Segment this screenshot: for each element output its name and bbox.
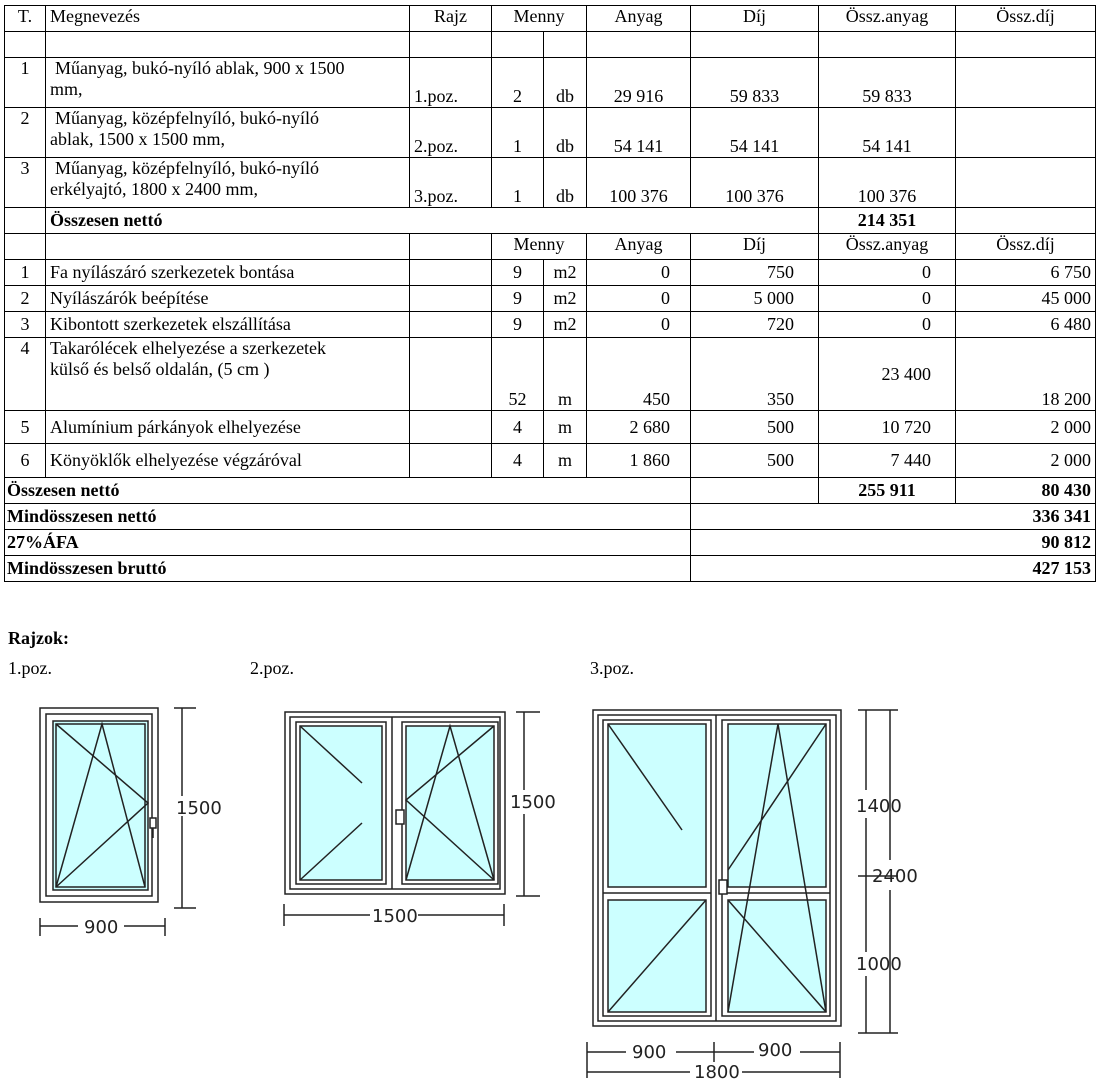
dim-label: 1500 bbox=[176, 798, 222, 819]
table-row: 2 Műanyag, középfelnyíló, bukó-nyíló ablak, 1500 x 1500 mm, 2.poz. 1 db 54 141 54 141 54 141 bbox=[5, 108, 1096, 158]
table-row: 2 Nyílászárók beépítése 9 m2 0 5 000 0 45 000 bbox=[5, 286, 1096, 312]
dim-label: 1400 bbox=[856, 796, 902, 817]
col-fee: Díj bbox=[691, 6, 819, 32]
dim-label: 900 bbox=[632, 1042, 667, 1063]
col-qty: Menny bbox=[492, 6, 587, 32]
dim-label: 900 bbox=[758, 1040, 793, 1061]
col-total-fee: Össz.díj bbox=[956, 6, 1096, 32]
gross-row: Mindösszesen bruttó 427 153 bbox=[5, 556, 1096, 582]
window-2-drawing bbox=[284, 712, 540, 926]
grand-net-row: Mindösszesen nettó 336 341 bbox=[5, 504, 1096, 530]
net-total-row: Összesen nettó 255 911 80 430 bbox=[5, 478, 1096, 504]
drawings-canvas bbox=[0, 690, 1100, 1090]
subtotal-row: Összesen nettó 214 351 bbox=[5, 208, 1096, 234]
dim-label: 900 bbox=[84, 917, 119, 938]
table-row: 4 Takarólécek elhelyezése a szerkezetek külső és belső oldalán, (5 cm ) 52 m 450 350 23 400 18 200 bbox=[5, 338, 1096, 411]
dim-label: 2400 bbox=[872, 866, 918, 887]
drawing-label-1: 1.poz. bbox=[8, 658, 52, 678]
quote-table bbox=[4, 5, 1096, 582]
table-row: 3 Kibontott szerkezetek elszállítása 9 m2 0 720 0 6 480 bbox=[5, 312, 1096, 338]
drawing-label-3: 3.poz. bbox=[590, 658, 634, 678]
table-row: 6 Könyöklők elhelyezése végzáróval 4 m 1 860 500 7 440 2 000 bbox=[5, 444, 1096, 478]
table-row: 1 Műanyag, bukó-nyíló ablak, 900 x 1500 mm, 1.poz. 2 db 29 916 59 833 59 833 bbox=[5, 58, 1096, 108]
dim-label: 1500 bbox=[510, 792, 556, 813]
dim-label: 1800 bbox=[694, 1062, 740, 1083]
table-row: 5 Alumínium párkányok elhelyezése 4 m 2 680 500 10 720 2 000 bbox=[5, 411, 1096, 444]
col-material: Anyag bbox=[587, 6, 691, 32]
col-t: T. bbox=[5, 6, 46, 32]
drawings-title: Rajzok: bbox=[8, 628, 69, 648]
drawing-label-2: 2.poz. bbox=[250, 658, 294, 678]
header-row-2: Menny Anyag Díj Össz.anyag Össz.díj bbox=[5, 234, 1096, 260]
col-drawing: Rajz bbox=[410, 6, 492, 32]
empty-row bbox=[5, 32, 1096, 58]
dim-label: 1000 bbox=[856, 954, 902, 975]
table-row: 3 Műanyag, középfelnyíló, bukó-nyíló erkélyajtó, 1800 x 2400 mm, 3.poz. 1 db 100 376 100 376 100 376 bbox=[5, 158, 1096, 208]
vat-row: 27%ÁFA 90 812 bbox=[5, 530, 1096, 556]
table-row: 1 Fa nyílászáró szerkezetek bontása 9 m2 0 750 0 6 750 bbox=[5, 260, 1096, 286]
header-row bbox=[5, 6, 1096, 32]
col-name: Megnevezés bbox=[46, 6, 410, 32]
col-total-material: Össz.anyag bbox=[819, 6, 956, 32]
window-1-drawing bbox=[40, 708, 196, 936]
dim-label: 1500 bbox=[372, 906, 418, 927]
door-3-drawing bbox=[587, 710, 898, 1078]
